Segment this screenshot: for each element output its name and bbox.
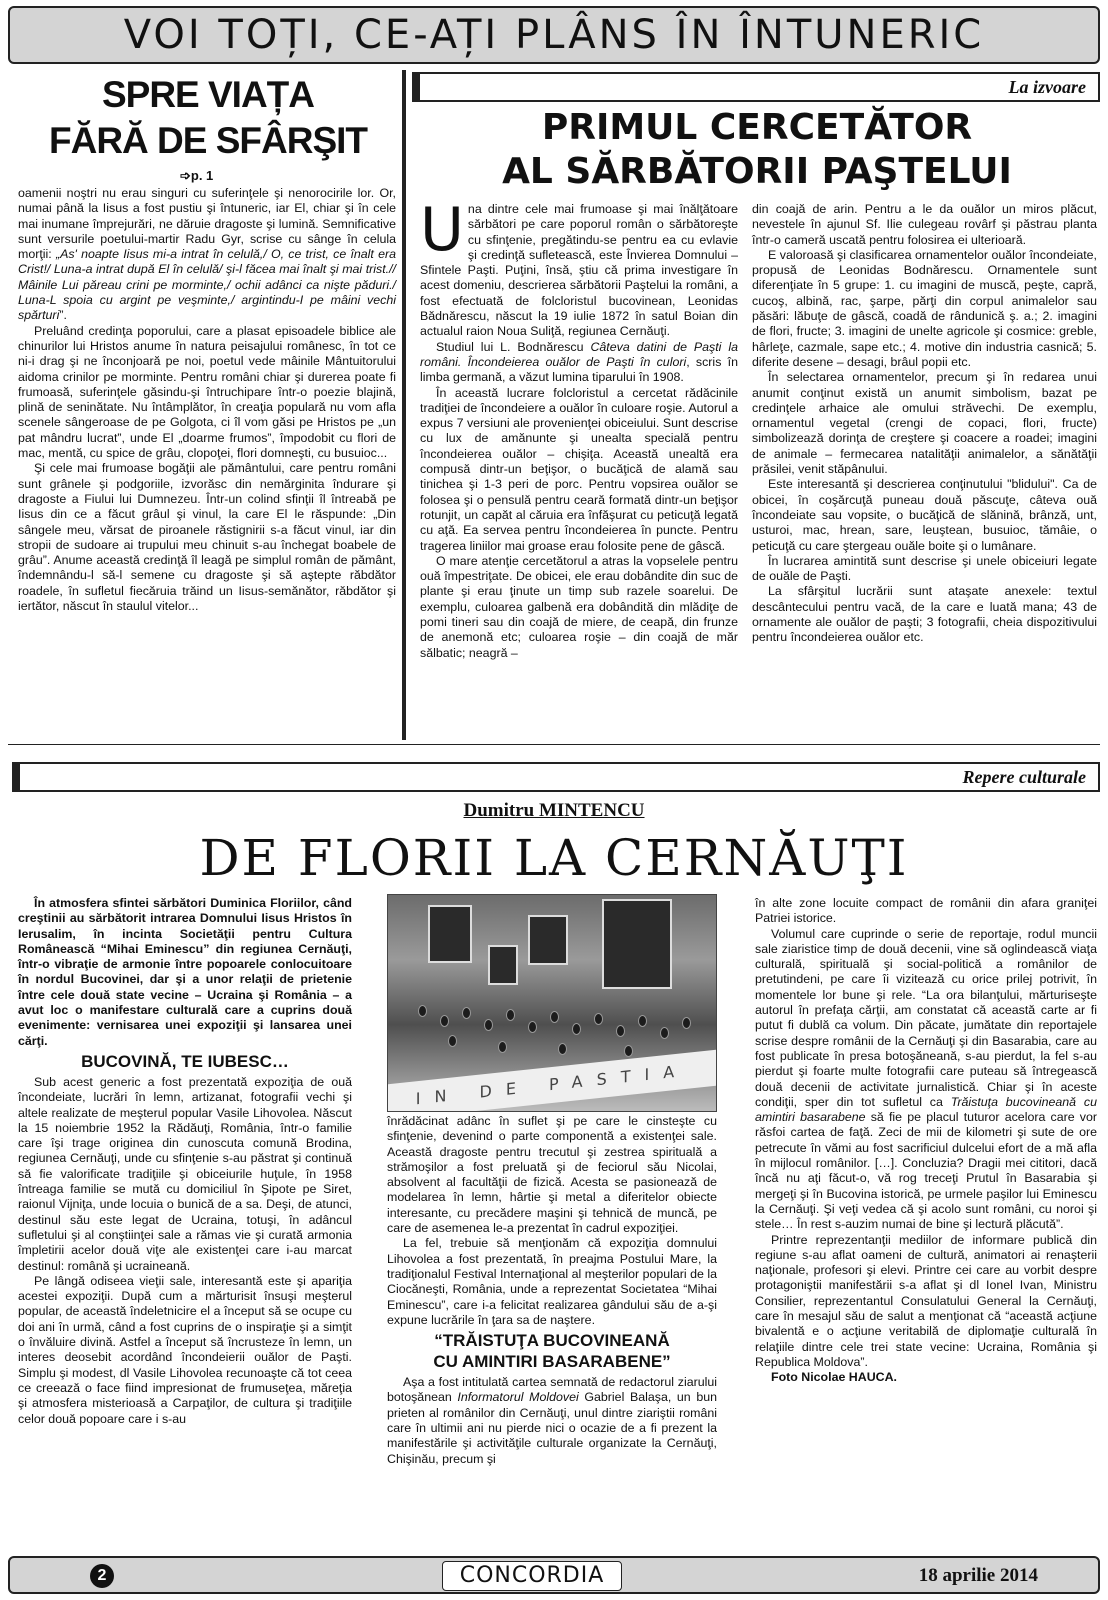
subheading-line1: “TRĂISTUŢA BUCOVINEANĂ — [434, 1331, 670, 1351]
bottom-article-col1 — [18, 896, 352, 1427]
newspaper-brand: CONCORDIA — [442, 1561, 622, 1591]
painted-egg — [616, 1025, 625, 1037]
painted-egg — [462, 1007, 471, 1019]
paragraph: În această lucrare folcloristul a cercetat rădăcinile tradiţiei de încondeiere a ouălor în culoare roşie. Autorul a expus 7 versiuni ale provenienţei obiceiului. Sunt descrise cu lux de amănunte şi unealta specială pentru încondeierea ouălor – chişiţa. Această unealtă era compusă dintr-un beţişor, o bucăţică de alamă sau tinichea şi 1-3 peri de porc. Pentru vopsirea ouălor se folosea şi o pensulă pentru ceară formată dintr-un beţişor rotunjit, un capăt al căruia era înfăşurat cu peticuţă legată cu aţă. Ea servea pentru încondeierea în puncte. Pentru tragerea liniilor mai groase erau folosite pene de gâscă. — [420, 385, 738, 553]
paragraph: O mare atenţie cercetătorul a atras la vopselele pentru ouă împestriţate. De obicei, ele erau dobândite din suc de plante şi erau ţinute un timp sub razele soarelui. De exemplu, culoarea galbenă era dobândită din mlădiţe de pomi tineri sau din coajă de miere, de ceapă, din frunze de anemonă etc; culoarea roşie – din coajă de măr sălbatic; neagră – — [420, 553, 738, 660]
paragraph: Este interesantă şi descrierea conţinutului "blidului". Ca de obicei, în coşărcuţă puneau două păscuţe, câteva ouă încondeiate sau vopsite, o bucăţică de slănină, brânză, unt, usturoi, mac, hrean, sare, leuştean, busuioc, tămâie, o peticuţă cu care ştergeau ouăle boite şi o lumânare. — [752, 477, 1097, 553]
right-article-col1 — [420, 195, 739, 661]
poem-quote: „As' noapte Iisus mi-a intrat în celulă,/ O, ce trist, ce înalt era Crist!/ Luna-a intrat după El în celulă/ şi-l făcea mai înalt şi mai trist.// Mâinile Lui păreau crini pe morminte,/ ochii adânci ca nişte păduri./ Luna-L spoia cu argint pe veşminte,/ argintindu-I pe mâini vechi spărturi — [18, 247, 396, 323]
lead-paragraph: În atmosfera sfintei sărbători Duminica Floriilor, când creştinii au sărbătorit intrarea Domnului Iisus Hristos în Ierusalim, în incinta Societăţii pentru Cultura Românească “Mihai Eminescu” din regiunea Cernăuţi, într-o vibraţie de armonie între popoarele conlocuitoare în nordul Bucovinei, dar şi a unor relaţii de prietenie între cele două state vecine – Ucraina şi România – a avut loc o manifestare culturală care a cuprins două evenimente: vernisarea unei expoziţii şi lansarea unei cărţi. — [18, 896, 352, 1048]
paragraph: Şi cele mai frumoase bogăţii ale pământului, care pentru români sunt grânele şi podgoriile, izvorăsc din nemărginita îndurare şi dragoste a Fiului lui Dumnezeu. Într-un colind sfinţii îl întreabă pe Iisus din ce a făcut grâul şi vinul, la care El le răspunde: „Din sângele meu, vărsat de piroanele răstignirii s-a făcut vinul, iar din stropii de sudoare ai trupului meu chinuit s-au închegat boabele de grâu”. Anume această credinţă îl leagă pe simplul român de pământ, îndemnându-l să-l semene cu dragoste şi să aştepte răbdător roadele, în sufletul fiecăruia trăind un Iisus-semănător, răbdător şi iertător, născut în staulul vitelor... — [18, 461, 396, 614]
book-title: Trăistuţa bucovineană cu amintiri basarabene — [755, 1094, 1097, 1125]
paragraph: E valoroasă şi clasificarea ornamentelor ouălor încondeiate, propusă de Leonidas Bodnărescu. Ornamentele sunt diferenţiate în 5 grupe: 1. cu imagini de muscă, peşte, capră, cucoş, albină, rac, şarpe, părţi din corpul animalelor sau păsări: lăbuţe de gâscă, coadă de rândunică ş. a.; 2. imagini de flori, fructe; 3. imagini de unelte agricole şi cosmice: greble, hârleţe, cazmale, sape etc.; 4. motive din industria casnică; 5. diferite desene – desagi, brâul popii etc. — [752, 247, 1097, 369]
paragraph: Sub acest generic a fost prezentată expoziţia de ouă încondeiate, lucrări în lemn, artizanat, fotografii vechi şi altele realizate de meşterul popular Vasile Lihovolea. Născut la 15 noiembrie 1952 la Rădăuţi, România, într-o familie care îşi trage originea din cunoscuta comună Brodina, regiunea Cernăuţi, unde cu sfinţenie s-au păstrat şi continuă să fie valorificate tradiţiile şi obiceiurile huţule, în 1958 întreaga familie se mută cu domiciliul în Şipote pe Siret, raionul Vijniţa, unde locuia o bunică de a sa. Deşi, de atunci, destinul său este legat de Ucraina, totuşi, în adâncul sufletului şi al conştiinţei sale a rămas vie şi curată armonia împletirii acelor două viţe ale existenţei care i-au marcat destinul: română şi ucraineană. — [18, 1074, 352, 1273]
text: Aşa a fost intitulată cartea semnată de redactorul ziarului botoşănean — [387, 1375, 717, 1405]
left-title-line1: SPRE VIAȚA — [101, 74, 315, 115]
icon-frame — [488, 945, 518, 985]
issue-date: 18 aprilie 2014 — [918, 1565, 1038, 1586]
painted-egg — [506, 1009, 515, 1021]
paragraph — [420, 340, 738, 386]
left-title-line2: FĂRĂ DE SFÂRŞIT — [49, 120, 367, 161]
page-footer — [8, 1556, 1100, 1594]
column-divider — [404, 70, 406, 740]
paragraph: înrădăcinat adânc în suflet şi pe care le cinsteşte cu sfinţenie, devenind o parte componentă a existenţei sale. Această dragoste pentru trecutul şi zestrea spirituală a strămoşilor a fost preluată şi de feciorul său Nicolai, absolvent al facultăţii de fizică. Acesta se pasionează de modelarea în lemn, hârtie şi metal a diferitelor obiecte interesante, cu precădere maşini şi tehnică de muncă, pe care de asemenea le-a prezentat în cadrul expoziţiei. — [387, 1114, 717, 1236]
paragraph — [18, 186, 396, 324]
author-name: Dumitru MINTENCU — [463, 800, 645, 821]
drop-cap: U — [420, 195, 464, 265]
text: oamenii noştri nu erau singuri cu suferinţele şi nenorocirile lor. Or, numai până la Iisus a fost pustiu şi întuneric, iar El, chiar şi în cele mai inumane împrejurări, ne dăruie dragoste şi lumină. Semnificative sunt versurile poetului-martir Radu Gyr, scrise cu sânge în celula morţii: — [18, 186, 396, 262]
text: să fie pe placul tuturor acelora care vor răsfoi cartea de faţă. Zeci de mii de kilometri şi sute de ore petrecute în vămi au fost sacrificiul dulcelui efort de a mă afla în mijlocul românilor. […]. Concluzia? Dragii mei cititori, dacă încă nu aţi făcut-o, vă rog treceţi Prutul în Basarabia şi mergeţi şi în Bucovina istorică, pe urmele paşilor lui Eminescu la Cernăuţi. Şi veţi vedea că şi acolo sunt români, cu noroi şi stele… În rest s-auzim numai de bine şi lectură plăcută”. — [755, 1110, 1098, 1232]
left-article-body — [18, 186, 396, 614]
text: Gabriel Balaşa, un bun prieten al românilor din Cernăuţi, unul dintre ziariştii români care în ultimii ani nu pierde nici o ocazie de a fi prezent la manifestările şi activităţile culturale organizate la Cernăuţi, Chişinău, precum şi — [387, 1390, 718, 1466]
painted-egg — [484, 1019, 493, 1031]
paragraph: La fel, trebuie să menţionăm că expoziţia domnului Lihovolea a fost prezentată, în preajma Postului Mare, la tradiţionalul Festival Internaţional al meşterilor populari de la Ciocăneşti, România, unde a reprezentat Societatea “Mihai Eminescu”, care i-a felicitat realizarea gândului său de a-şi expune lucrările în ţara sa de naştere. — [387, 1236, 717, 1327]
paragraph — [420, 195, 738, 340]
paragraph: În selectarea ornamentelor, precum şi în redarea unui anumit conţinut există un anumit simbolism, bazat pe credinţele arhaice ale omului străvechi. De exemplu, ornamentul vegetal (crengi de copaci, flori, fructe) simbolizează dorinţa de creştere şi coacere a roadei; imagini de animale – fermecarea natalităţii animalelor, a sănătăţii prăsilei, venit stăpânului. — [752, 370, 1097, 477]
text: Studiul lui L. Bodnărescu — [436, 339, 591, 354]
painted-egg — [624, 1045, 633, 1057]
page-number: 2 — [90, 1564, 114, 1588]
bottom-article-col2 — [387, 1114, 717, 1467]
section-divider — [8, 744, 1100, 745]
paragraph: din coajă de arin. Pentru a le da ouălor un miros plăcut, nevestele în ajunul Sf. Ilie culegeau rovârf şi păstrau planta într-o cameră uscată pentru folosirea ei ulterioară. — [752, 202, 1097, 247]
paragraph: La sfârşitul lucrării sunt ataşate anexele: textul descântecului pentru vacă, de la care e luată mana; 43 de ornamente ale ouălor de paşti; 3 fotografii, cheia dispozitivului pentru încondeierea ouălor etc. — [752, 584, 1097, 645]
painted-egg — [660, 1027, 669, 1039]
book-title: Câteva datini de Paşti la români. Încondeierea ouălor de Paşti în culori — [420, 339, 739, 369]
subheading-bucovina: BUCOVINĂ, TE IUBESC… — [81, 1051, 289, 1071]
painted-egg — [550, 1011, 559, 1023]
rubric-repere-culturale: Repere culturale — [12, 762, 1100, 792]
page-banner: VOI TOȚI, CE-AȚI PLÂNS ÎN ÎNTUNERIC — [8, 6, 1100, 64]
left-article-title — [18, 72, 398, 164]
paragraph: În lucrarea amintită sunt descrise şi unele obiceiuri legate de ouăle de Paşti. — [752, 553, 1097, 584]
paragraph: Pe lângă odiseea vieţii sale, interesantă este şi apariţia acestei expoziţii. După cum a mărturisit însuşi meşterul popular, de această îndeletnicire el a început să se ocupe cu doi ani în urmă, când a fost cuprins de o inspiraţie şi a simţit o învăluire divină. Astfel a început să încrusteze în lemn, un interes deosebit acordând încondeierii ouălor de Paşti. Simplu şi modest, dl Vasile Lihovolea recunoaşte că tot ceea ce creează o face fiind impresionat de frumuseţea, măreţia şi atmosfera misterioasă a Carpaţilor, de cultura şi tradiţiile celor două popoare care i s-au — [18, 1273, 352, 1426]
painted-egg — [594, 1013, 603, 1025]
paragraph: în alte zone locuite compact de românii din afara graniţei Patriei istorice. — [755, 896, 1097, 926]
text: na dintre cele mai frumoase şi mai înălţătoare sărbători pe care poporul român o sărbătoreşte cu sfinţenie, pregătindu-se pentru ea cu evlavie şi credinţă sufletească, este Învierea Domnului – Sfintele Paşti. Puţini, însă, ştiu că prima investigare în acest domeniu, descrierea sărbătorii Paştelui la români, a fost efectuată de folcloristul bucovinean, Leonidas Bădnărescu, născut la 19 iulie 1872 în satul Boian din actualul raion Noua Suliţă, regiunea Cernăuţi. — [420, 202, 738, 339]
bottom-article-title: DE FLORII LA CERNĂUŢI — [199, 829, 909, 887]
page-reference: ➩p. 1 — [180, 168, 214, 183]
painted-egg — [682, 1017, 691, 1029]
paragraph — [755, 927, 1097, 1233]
author-byline — [0, 800, 1108, 822]
painted-egg — [638, 1015, 647, 1027]
painted-egg — [528, 1021, 537, 1033]
paragraph: Preluând credinţa poporului, care a plasat episoadele biblice ale chinurilor lui Hristos anume în natura peisajului românesc, în tot ce ni-i drag şi ne înconjoară pe noi, poetul vede mâinile Mântuitorului aidoma crinilor pe morminte. Pentru români chiar şi durerea poate fi frumoasă, suferinţele găsindu-şi întruchipare într-o poezie blajină, plină de seninătate. Nu întâmplător, în creaţia populară nu vom afla scenele sângeroase de pe Golgota, ci îl vom găsi pe Hristos pe „un pat mândru lucrat”, unde El „doarme frumos”, împodobit cu flori de mac, mentă, cu spice de grâu, clopoţei, flori domneşti, cu busuioc... — [18, 323, 396, 461]
icon-frame — [428, 905, 472, 963]
icon-frame — [528, 915, 568, 965]
text: , scris în limba germană, a văzut lumina tiparului în 1908. — [420, 354, 738, 385]
rubric-la-izvoare: La izvoare — [412, 72, 1100, 102]
newspaper-name: Informatorul Moldovei — [457, 1390, 579, 1405]
photo-banner-text: IN DE PASTIA — [388, 1050, 716, 1112]
right-article-title — [412, 106, 1102, 194]
painted-egg — [440, 1015, 449, 1027]
painted-egg — [418, 1005, 427, 1017]
painted-egg — [558, 1043, 567, 1055]
paragraph — [387, 1375, 717, 1467]
subheading-line2: CU AMINTIRI BASARABENE” — [433, 1352, 671, 1372]
text: Volumul care cuprinde o serie de reportaje, rodul muncii sale ziaristice timp de două decenii, vine să oglindească viaţa culturală, spirituală şi social-politică a românilor de pretutindeni, pe care îi vizitează cu orice prilej potrivit, în momentele lor bune şi rele. “La ora bilanţului, mărturiseşte autorul în prefaţa cărţii, am constatat că această carte ar fi putut fi dublă ca volum. Din păcate, jumătate din reportajele scrise despre românii de la Cernăuţi şi din Basarabia, care au fost publicate în presa botoşăneană, s-au pierdut, la fel s-au pierdut şi foarte multe fotografii care puteau să întregească două decenii de activitate jurnalistică. Chiar şi în aceste condiţii, sper din tot sufletul ca — [755, 926, 1097, 1109]
text: ”. — [59, 308, 67, 323]
painted-egg — [572, 1023, 581, 1035]
paragraph: Printre reprezentanţii mediilor de informare publică din regiune s-au aflat oameni de cultură, animatori ai renaşterii naţionale, profesori şi elevi. Printre cei care au vorbit despre protagoniştii manifestării s-a aflat şi dl Ionel Ivan, Ministru Consilier, reprezentantul Consulatului General la Cernăuţi, care în mesajul său de salut a menţionat că “această acţiune bivalentă e o acţiune veritabilă de diplomaţie culturală în relaţiile dintre cele trei state vecine: Ucraina, România şi Republica Moldova”. — [755, 1232, 1097, 1369]
painted-egg — [498, 1041, 507, 1053]
photo-credit: Foto Nicolae HAUCA. — [771, 1370, 897, 1385]
exhibition-photo — [387, 894, 717, 1112]
right-title-line2: AL SĂRBĂTORII PAŞTELUI — [502, 151, 1012, 192]
painted-egg — [448, 1035, 457, 1047]
subheading-traistuta — [387, 1330, 717, 1372]
icon-frame — [602, 899, 672, 989]
right-title-line1: PRIMUL CERCETĂTOR — [541, 107, 973, 148]
bottom-article-col3 — [755, 896, 1097, 1386]
right-article-col2 — [752, 202, 1097, 646]
